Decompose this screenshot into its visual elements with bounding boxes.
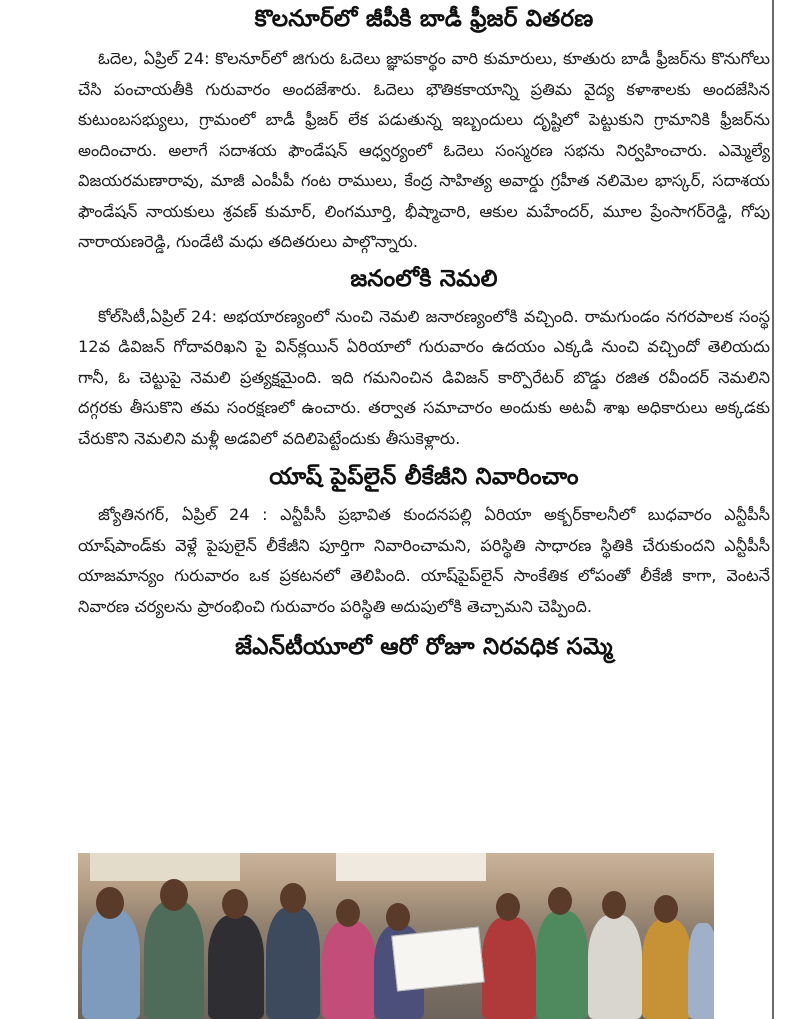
photo-figure — [536, 911, 588, 1019]
photo-figure-head — [336, 899, 360, 927]
news-photo — [78, 853, 714, 1019]
photo-figure — [208, 915, 264, 1019]
photo-figure — [642, 919, 692, 1019]
photo-figure-head — [96, 887, 124, 919]
article-1-headline: కొలనూర్‌లో జీపీకి బాడీ ఫ్రీజర్‌ వితరణ — [254, 6, 594, 32]
photo-figure — [588, 915, 642, 1019]
photo-figure — [688, 923, 714, 1019]
photo-figure — [144, 901, 204, 1019]
article-4-headline: జేఎన్‌టీయూలో ఆరో రోజూ నిరవధిక సమ్మె — [235, 634, 613, 660]
photo-figure-head — [280, 883, 306, 913]
photo-figure — [322, 921, 376, 1019]
photo-figure-head — [386, 903, 410, 931]
photo-figure-head — [222, 889, 248, 919]
photo-figure-head — [654, 895, 678, 923]
photo-figure-head — [602, 891, 626, 919]
column-divider — [772, 0, 774, 1019]
photo-banner — [90, 853, 240, 881]
photo-figure-head — [548, 887, 572, 915]
photo-figure — [482, 917, 536, 1019]
article-1-body: ఓదెల, ఏప్రిల్‌ 24: కొలనూర్‌లో జిగురు ఓదెలు జ్ఞాపకార్థం వారి కుమారులు, కూతురు బాడీ ఫ్రీజర్‌ను కొనుగోలు చేసి పంచాయతీకి గురువారం అందజేశారు. ఓదెలు భౌతికకాయాన్ని ప్రతిమ వైద్య కళాశాలకు అందజేసిన కుటుంబసభ్యులు, గ్రామంలో బాడీ ఫ్రీజర్‌ లేక పడుతున్న ఇబ్బందులు దృష్టిలో పెట్టుకుని గ్రామానికి ఫ్రీజర్‌ను అందించారు. అలాగే సదాశయ ఫౌండేషన్‌ ఆధ్వర్యంలో ఓదెలు సంస్మరణ సభను నిర్వహించారు. ఎమ్మెల్యే విజయరమణారావు, మాజీ ఎంపీపీ గంట రాములు, కేంద్ర సాహిత్య అవార్డు గ్రహీత నలిమెల భాస్కర్‌, సదాశయ ఫౌండేషన్‌ నాయకులు శ్రవణ్‌ కుమార్‌, లింగమూర్తి, భీష్మాచారి, ఆకుల మహేందర్‌, మూల ప్రేంసాగర్‌రెడ్డి, గోపు నారాయణరెడ్డి, గుండేటి మధు తదితరులు పాల్గొన్నారు. — [78, 49, 770, 251]
article-3-headline: యాష్‌ పైప్‌లైన్‌ లీకేజీని నివారించాం — [269, 464, 579, 490]
photo-figure — [82, 909, 140, 1019]
photo-figure-head — [496, 893, 520, 921]
protest-placard — [391, 927, 484, 992]
photo-banner — [336, 853, 486, 881]
photo-figure — [266, 907, 320, 1019]
article-2-body: కోల్‌సిటీ,ఏప్రిల్‌ 24: అభయారణ్యంలో నుంచి నెమలి జనారణ్యంలోకి వచ్చింది. రామగుండం నగరపాలక సంస్థ 12వ డివిజన్‌ గోదావరిఖని పై విన్‌క్లయిన్‌ ఏరియాలో గురువారం ఉదయం ఎక్కడి నుంచి వచ్చిందో తెలియదు గానీ, ఓ చెట్టుపై నెమలి ప్రత్యక్షమైంది. ఇది గమనించిన డివిజన్‌ కార్పొరేటర్‌ బొడ్డు రజిత రవీందర్‌ నెమలిని దగ్గరకు తీసుకొని తమ సంరక్షణలో ఉంచారు. తర్వాత సమాచారం అందుకు అటవీ శాఖ అధికారులు అక్కడకు చేరుకొని నెమలిని మళ్లీ అడవిలో వదిలిపెట్టేందుకు తీసుకెళ్లారు. — [78, 306, 770, 448]
article-2-headline: జనంలోకి నెమలి — [350, 265, 498, 292]
article-3-body: జ్యోతినగర్‌, ఏప్రిల్‌ 24 : ఎన్టీపీసీ ప్రభావిత కుందనపల్లి ఏరియా అక్బర్‌కాలనీలో బుధవారం ఎన్టీపీసీ యాష్‌పాండ్‌కు వెళ్లే పైపులైన్‌ లీకేజీని పూర్తిగా నివారించామని, పరిస్థితి సాధారణ స్థితికి చేరుకుందని ఎన్టీపీసీ యాజమాన్యం గురువారం ఒక ప్రకటనలో తెలిపింది. యాష్‌పైప్‌లైన్‌ సాంకేతిక లోపంతో లీకేజీ కాగా, వెంటనే నివారణ చర్యలను ప్రారంభించి గురువారం పరిస్థితి అదుపులోకి తెచ్చామని చెప్పింది. — [78, 505, 770, 616]
photo-figure-head — [160, 879, 188, 911]
